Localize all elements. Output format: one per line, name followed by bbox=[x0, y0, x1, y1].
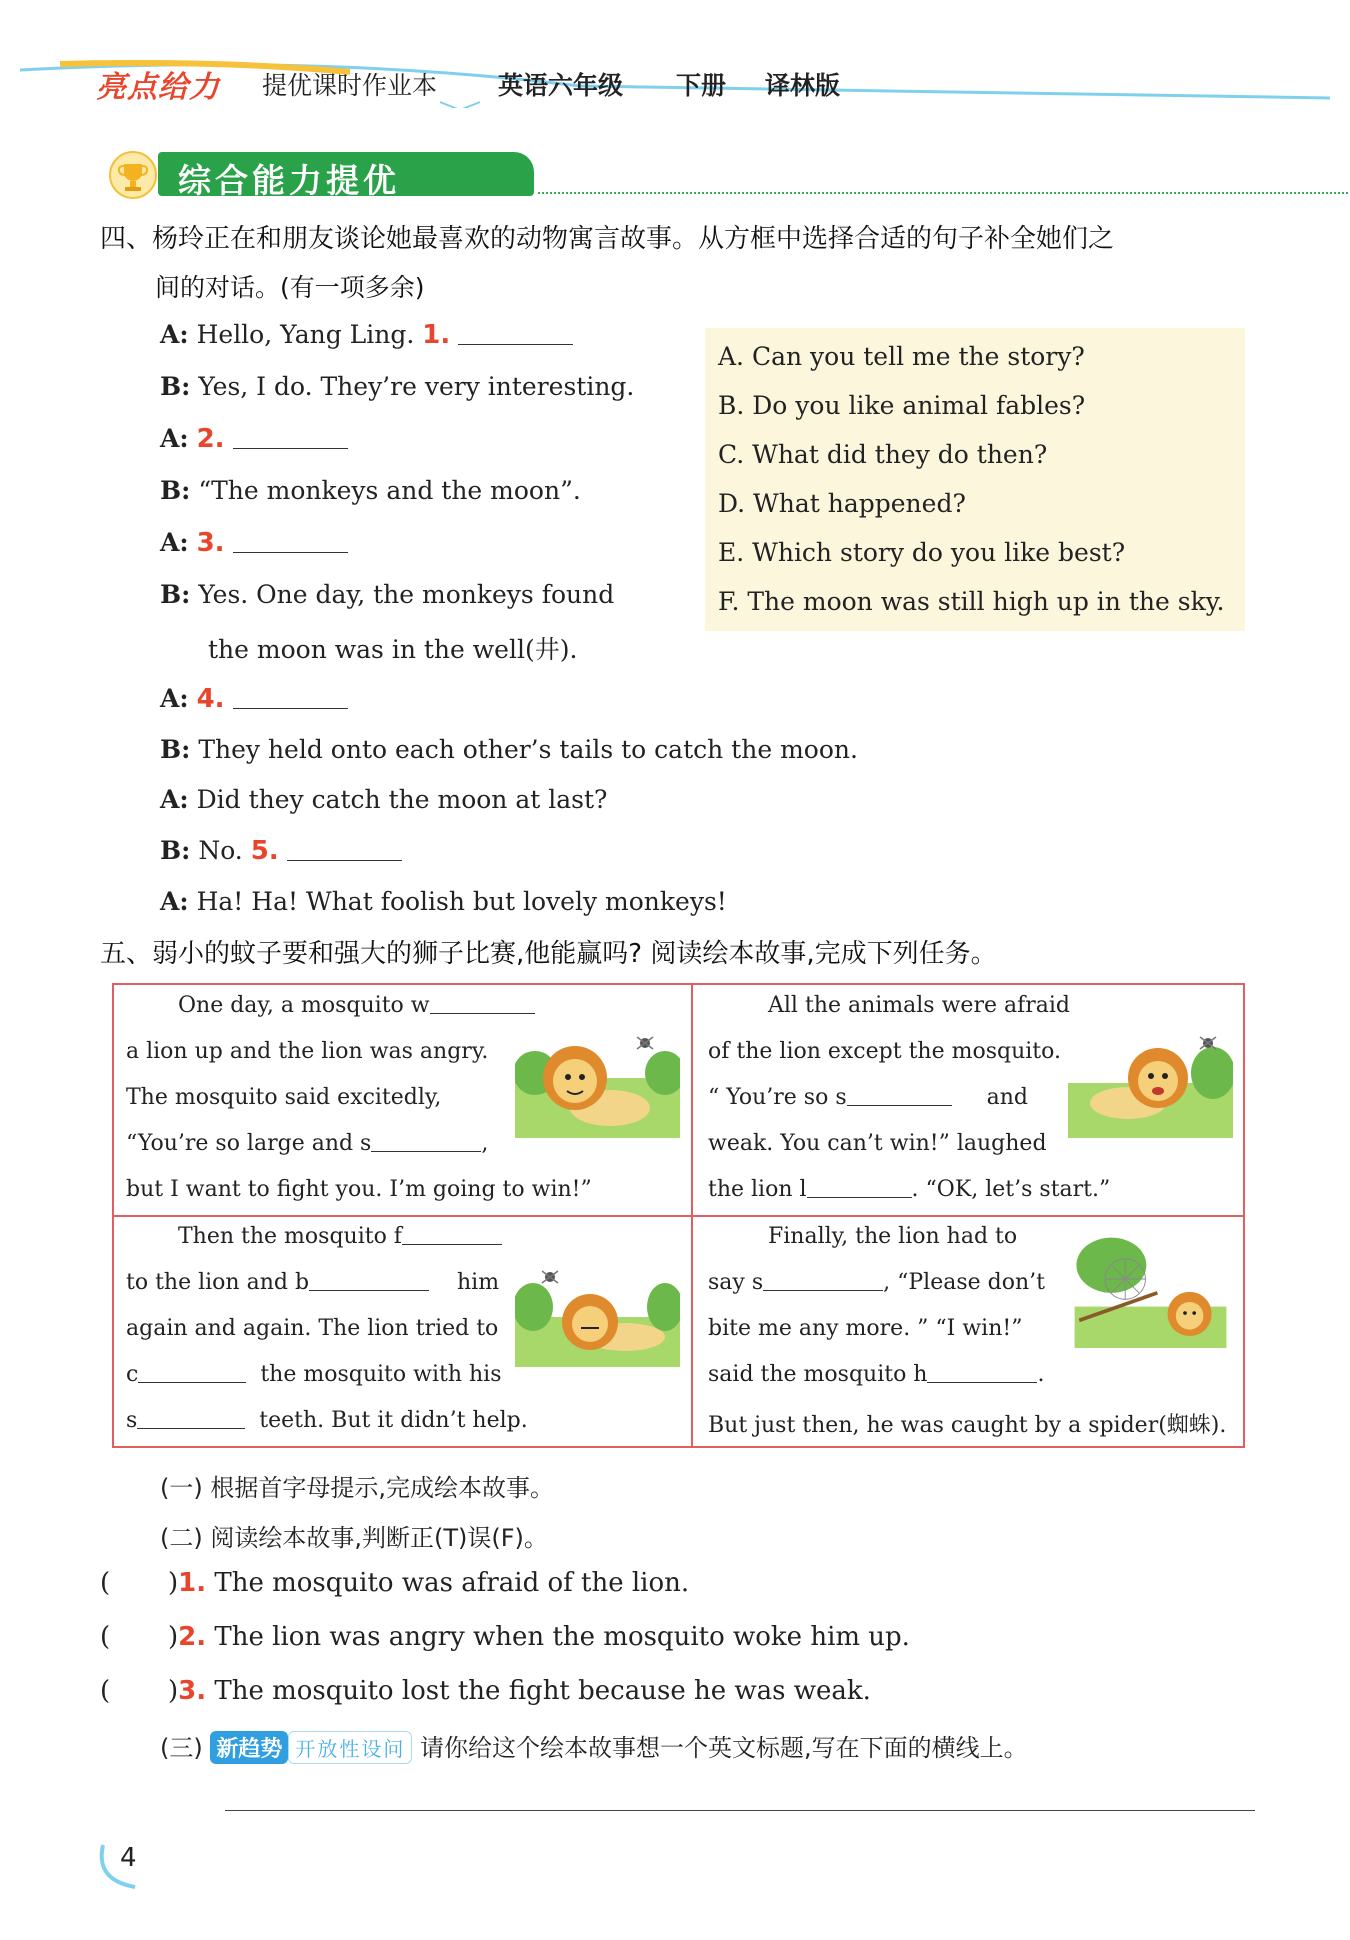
panel-text: The mosquito said excitedly, bbox=[126, 1085, 442, 1110]
panel-text: “You’re so large and s , bbox=[126, 1131, 489, 1156]
speaker-label: B: bbox=[160, 372, 191, 401]
fill-blank[interactable] bbox=[309, 1289, 429, 1291]
trophy-icon bbox=[108, 150, 158, 200]
grid-divider-horizontal bbox=[112, 1215, 1245, 1217]
dialog-line-11 bbox=[160, 887, 727, 916]
panel-text: All the animals were afraid bbox=[768, 993, 1070, 1018]
speaker-label: A: bbox=[160, 684, 189, 713]
fill-blank[interactable] bbox=[807, 1196, 912, 1198]
speaker-label: A: bbox=[160, 320, 189, 349]
dialog-text: the moon was in the well(井). bbox=[208, 635, 578, 664]
panel-text: bite me any more. ” “I win!” bbox=[708, 1316, 1023, 1341]
page-header bbox=[0, 40, 1350, 110]
speaker-label: A: bbox=[160, 424, 189, 453]
answer-parenthesis[interactable]: ( ) bbox=[100, 1568, 179, 1598]
answer-blank-5[interactable] bbox=[287, 859, 402, 861]
tf-item-2 bbox=[100, 1622, 910, 1652]
spider-web-illustration bbox=[1068, 1233, 1233, 1348]
answer-parenthesis[interactable]: ( ) bbox=[100, 1622, 179, 1652]
option-d: D. What happened? bbox=[718, 489, 966, 518]
sub-question-3 bbox=[160, 1728, 1028, 1764]
sub-question-2: (二) 阅读绘本故事,判断正(T)误(F)。 bbox=[160, 1524, 548, 1552]
edition-label: 译林版 bbox=[765, 71, 841, 100]
speaker-label: A: bbox=[160, 887, 189, 916]
title-answer-line[interactable] bbox=[225, 1810, 1255, 1811]
tf-item-3 bbox=[100, 1676, 871, 1706]
panel-text: said the mosquito h . bbox=[708, 1362, 1045, 1387]
item-number: 3. bbox=[178, 1676, 207, 1706]
panel-text: but I want to fight you. I’m going to win!” bbox=[126, 1177, 592, 1202]
speaker-label: B: bbox=[160, 476, 191, 505]
panel-text: One day, a mosquito w bbox=[178, 993, 535, 1018]
dialog-text: Ha! Ha! What foolish but lovely monkeys! bbox=[196, 887, 727, 916]
panel-text: the lion l . “OK, let’s start.” bbox=[708, 1177, 1111, 1202]
dialog-text: Yes, I do. They’re very interesting. bbox=[198, 372, 635, 401]
answer-parenthesis[interactable]: ( ) bbox=[100, 1676, 179, 1706]
dialog-text: Hello, Yang Ling. bbox=[196, 320, 415, 349]
speaker-label: B: bbox=[160, 836, 191, 865]
statement-text: The lion was angry when the mosquito woke him up. bbox=[214, 1622, 910, 1652]
answer-blank-3[interactable] bbox=[233, 551, 348, 553]
dialog-line-9 bbox=[160, 785, 607, 814]
dialog-text: “The monkeys and the moon”. bbox=[198, 476, 581, 505]
speaker-label: A: bbox=[160, 785, 189, 814]
item-number: 2. bbox=[178, 1622, 207, 1652]
options-box bbox=[705, 328, 1245, 631]
lion-laughing-illustration bbox=[1068, 1023, 1233, 1138]
open-question-badge: 开放性设问 bbox=[288, 1731, 412, 1764]
dialog-text: They held onto each other’s tails to catch the moon. bbox=[198, 735, 858, 764]
dialog-line-8 bbox=[160, 735, 858, 764]
dialog-line-7 bbox=[160, 684, 348, 714]
q4-heading: 四、杨玲正在和朋友谈论她最喜欢的动物寓言故事。从方框中选择合适的句子补全她们之 bbox=[100, 224, 1115, 254]
speaker-label: A: bbox=[160, 528, 189, 557]
speaker-label: B: bbox=[160, 580, 191, 609]
dialog-line-3 bbox=[160, 424, 348, 454]
panel-text: c the mosquito with his bbox=[126, 1362, 502, 1387]
blank-number: 3. bbox=[196, 528, 225, 558]
panel-text: Finally, the lion had to bbox=[768, 1224, 1018, 1249]
blank-number: 5. bbox=[250, 836, 279, 866]
fill-blank[interactable] bbox=[137, 1427, 245, 1429]
subject-grade: 英语六年级 bbox=[498, 71, 624, 100]
option-c: C. What did they do then? bbox=[718, 440, 1048, 469]
blank-number: 2. bbox=[196, 424, 225, 454]
dialog-line-6 bbox=[160, 580, 614, 609]
speaker-label: B: bbox=[160, 735, 191, 764]
panel-text: a lion up and the lion was angry. bbox=[126, 1039, 489, 1064]
fill-blank[interactable] bbox=[847, 1104, 952, 1106]
panel-text: say s , “Please don’t bbox=[708, 1270, 1045, 1295]
panel-text: again and again. The lion tried to bbox=[126, 1316, 499, 1341]
answer-blank-4[interactable] bbox=[233, 707, 348, 709]
lion-biting-illustration bbox=[515, 1252, 680, 1367]
fill-blank[interactable] bbox=[138, 1381, 246, 1383]
dialog-line-6-cont bbox=[208, 630, 577, 666]
q5-heading: 五、弱小的蚊子要和强大的狮子比赛,他能赢吗? 阅读绘本故事,完成下列任务。 bbox=[100, 939, 997, 969]
banner-dotted-rule bbox=[538, 192, 1350, 194]
option-a: A. Can you tell me the story? bbox=[718, 342, 1085, 371]
dialog-line-4 bbox=[160, 476, 581, 505]
brand-subtitle: 提优课时作业本 bbox=[262, 71, 438, 100]
dialog-text: Did they catch the moon at last? bbox=[196, 785, 608, 814]
dialog-line-1 bbox=[160, 320, 573, 350]
option-f: F. The moon was still high up in the sky. bbox=[718, 587, 1225, 616]
item-number: 1. bbox=[178, 1568, 207, 1598]
q4-heading-cont: 间的对话。(有一项多余) bbox=[155, 273, 425, 302]
panel-text: But just then, he was caught by a spider(蜘蛛). bbox=[708, 1413, 1227, 1438]
sub-question-text: 请你给这个绘本故事想一个英文标题,写在下面的横线上。 bbox=[420, 1734, 1028, 1762]
tf-item-1 bbox=[100, 1568, 689, 1598]
page-number: 4 bbox=[120, 1843, 137, 1873]
fill-blank[interactable] bbox=[402, 1243, 502, 1245]
sub-question-1: (一) 根据首字母提示,完成绘本故事。 bbox=[160, 1474, 554, 1502]
brand-logo: 亮点给力 bbox=[96, 70, 220, 105]
new-trend-badge: 新趋势 bbox=[210, 1731, 288, 1764]
panel-text: “ You’re so s and bbox=[708, 1085, 1028, 1110]
dialog-line-5 bbox=[160, 528, 348, 558]
lion-angry-illustration bbox=[515, 1023, 680, 1138]
fill-blank[interactable] bbox=[430, 1012, 535, 1014]
panel-text: to the lion and b him bbox=[126, 1270, 500, 1295]
panel-text: Then the mosquito f bbox=[178, 1224, 502, 1249]
sub-question-prefix: (三) bbox=[160, 1734, 203, 1762]
dialog-text: Yes. One day, the monkeys found bbox=[198, 580, 615, 609]
blank-number: 4. bbox=[196, 684, 225, 714]
volume-label: 下册 bbox=[676, 71, 727, 100]
fill-blank[interactable] bbox=[927, 1381, 1037, 1383]
panel-text: of the lion except the mosquito. bbox=[708, 1039, 1061, 1064]
answer-blank-2[interactable] bbox=[233, 447, 348, 449]
dialog-line-10 bbox=[160, 836, 402, 866]
section-banner bbox=[108, 150, 1258, 200]
statement-text: The mosquito was afraid of the lion. bbox=[214, 1568, 690, 1598]
dialog-text: No. bbox=[198, 836, 243, 865]
blank-number: 1. bbox=[422, 320, 451, 350]
option-e: E. Which story do you like best? bbox=[718, 538, 1126, 567]
option-b: B. Do you like animal fables? bbox=[718, 391, 1086, 420]
section-title: 综合能力提优 bbox=[178, 161, 400, 200]
answer-blank-1[interactable] bbox=[458, 343, 573, 345]
statement-text: The mosquito lost the fight because he was weak. bbox=[214, 1676, 871, 1706]
fill-blank[interactable] bbox=[763, 1289, 883, 1291]
fill-blank[interactable] bbox=[371, 1150, 481, 1152]
panel-text: weak. You can’t win!” laughed bbox=[708, 1131, 1047, 1156]
panel-text: s teeth. But it didn’t help. bbox=[126, 1408, 528, 1433]
dialog-line-2 bbox=[160, 372, 634, 401]
